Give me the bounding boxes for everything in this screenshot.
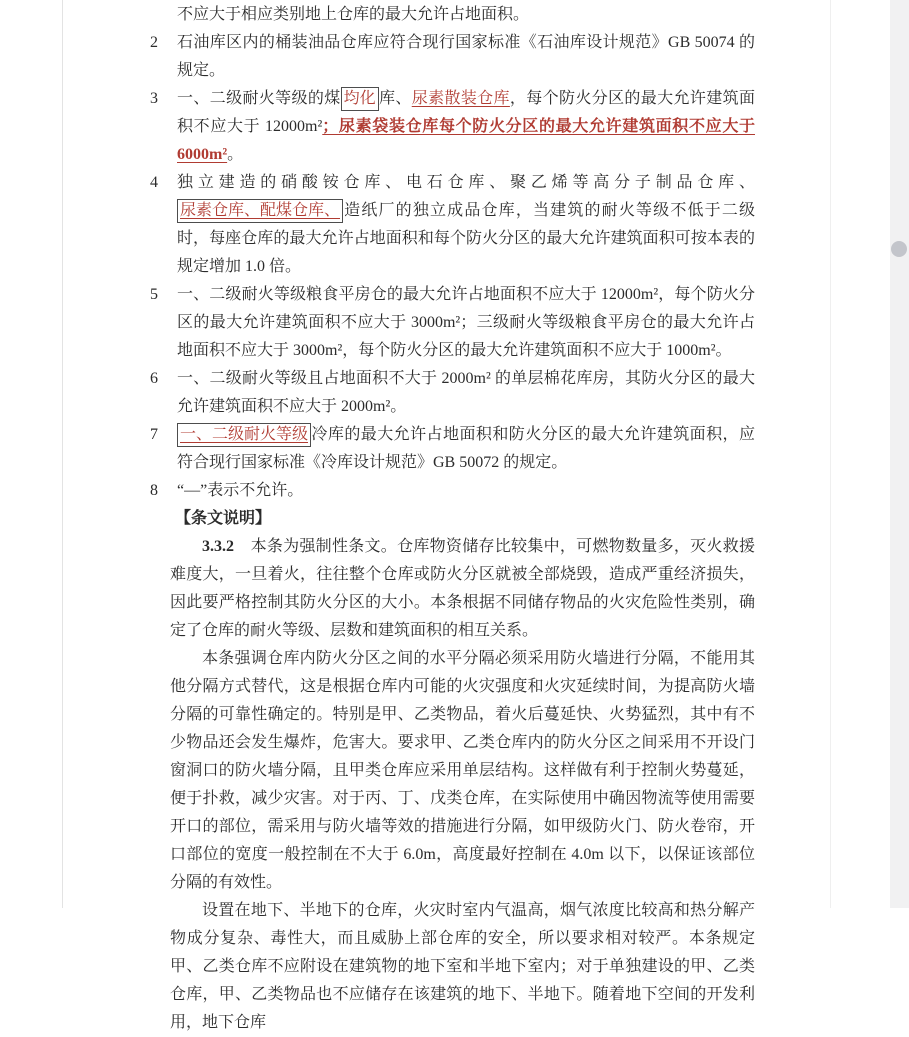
- text-segment: 。: [227, 146, 244, 163]
- note-item: [150, 85, 755, 169]
- commentary-paragraph: 3.3.2 本条为强制性条文。仓库物资储存比较集中，可燃物数量多，灭火救援难度大，一旦着火，往往整个仓库或防火分区就被全部烧毁，造成严重经济损失，因此要严格控制其防火分区的大小。本条根据不同储存物品的火灾危险性类别，确定了仓库的耐火等级、层数和建筑面积的相互关系。: [170, 538, 755, 639]
- note-number: 3: [150, 90, 158, 107]
- note-item: [150, 477, 755, 505]
- note-text: [177, 477, 755, 505]
- revision-marked-text: 一、二级耐火等级: [177, 423, 311, 447]
- scrollbar-track[interactable]: [890, 0, 909, 908]
- revision-marked-text: ；尿素袋装仓库每个防火分区的最大允许建筑面积不应大于 6000m²: [177, 118, 755, 163]
- continued-note-line: 不应大于相应类别地上仓库的最大允许占地面积。: [177, 6, 530, 23]
- page-right-edge-line: [830, 0, 831, 908]
- text-segment: 独立建造的硝酸铵仓库、电石仓库、聚乙烯等高分子制品仓库、: [177, 174, 755, 191]
- commentary-paragraph: 本条强调仓库内防火分区之间的水平分隔必须采用防火墙进行分隔，不能用其他分隔方式替代，这是根据仓库内可能的火灾强度和火灾延续时间，为提高防火墙分隔的可靠性确定的。特别是甲、乙类物品，着火后蔓延快、火势猛烈，其中有不少物品还会发生爆炸，危害大。要求甲、乙类仓库内的防火分区之间采用不开设门窗洞口的防火墙分隔，且甲类仓库应采用单层结构。这样做有利于控制火势蔓延，便于扑救，减少灾害。对于丙、丁、戊类仓库，在实际使用中确因物流等使用需要开口的部位，需采用与防火墙等效的措施进行分隔，如甲级防火门、防火卷帘，开口部位的宽度一般控制在不大于 6.0m，高度最好控制在 4.0m 以下，以保证该部位分隔的有效性。: [170, 650, 755, 891]
- text-segment: 一、二级耐火等级的煤: [177, 90, 341, 107]
- commentary-paragraph: 设置在地下、半地下的仓库，火灾时室内气温高，烟气浓度比较高和热分解产物成分复杂、毒性大，而且威胁上部仓库的安全，所以要求相对较严。本条规定甲、乙类仓库不应附设在建筑物的地下室和半地下室内；对于单独建设的甲、乙类仓库，甲、乙类物品也不应储存在该建筑的地下、半地下。随着地下空间的开发利用，地下仓库: [170, 902, 755, 1031]
- note-text: [177, 421, 755, 477]
- note-text: [177, 365, 755, 421]
- note-number: 7: [150, 426, 158, 443]
- note-number: 2: [150, 34, 158, 51]
- text-segment: 一、二级耐火等级且占地面积不大于 2000m² 的单层棉花库房，其防火分区的最大允许建筑面积不应大于 2000m²。: [177, 370, 755, 415]
- note-item: [150, 29, 755, 85]
- text-segment: 造纸厂的独立成品仓库，当建筑的耐火等级不低于二级时，每座仓库的最大允许占地面积和每个防火分区的最大允许建筑面积可按本表的规定增加 1.0 倍。: [177, 202, 755, 275]
- clause-number: 3.3.2: [202, 538, 251, 555]
- text-segment: 冷库的最大允许占地面积和防火分区的最大允许建筑面积，应符合现行国家标准《冷库设计规范》GB 50072 的规定。: [177, 426, 755, 471]
- commentary-section-header: 【条文说明】: [175, 510, 272, 527]
- note-text: [177, 29, 755, 85]
- revision-marked-text: 均化: [341, 87, 379, 111]
- note-number: 6: [150, 370, 158, 387]
- text-segment: 一、二级耐火等级粮食平房仓的最大允许占地面积不应大于 12000m²，每个防火分区的最大允许建筑面积不应大于 3000m²；三级耐火等级粮食平房仓的最大允许占地面积不应大于 3000m²，每个防火分区的最大允许建筑面积不应大于 1000m²。: [177, 286, 755, 359]
- notes-list: [150, 29, 755, 505]
- note-number: 8: [150, 482, 158, 499]
- note-item: [150, 365, 755, 421]
- note-text: [177, 281, 755, 365]
- note-item: [150, 281, 755, 365]
- page-left-edge-line: [62, 0, 63, 908]
- revision-marked-text: 尿素仓库、配煤仓库、: [177, 199, 343, 223]
- note-text: [177, 85, 755, 169]
- note-number: 5: [150, 286, 158, 303]
- text-segment: 石油库区内的桶装油品仓库应符合现行国家标准《石油库设计规范》GB 50074 的规定。: [177, 34, 755, 79]
- text-segment: ，每个防火分区的最大允许建筑面积不应大于 12000m²: [177, 90, 755, 135]
- note-number: 4: [150, 174, 158, 191]
- commentary-paragraphs: [170, 533, 755, 1037]
- note-item: [150, 169, 755, 281]
- document-page-content: [150, 1, 755, 1037]
- note-text: [177, 169, 755, 281]
- revision-marked-text: 尿素散装仓库: [411, 90, 510, 107]
- note-item: [150, 421, 755, 477]
- scrollbar-thumb[interactable]: [891, 241, 907, 257]
- text-segment: “—”表示不允许。: [177, 482, 304, 499]
- text-segment: 库、: [378, 90, 412, 107]
